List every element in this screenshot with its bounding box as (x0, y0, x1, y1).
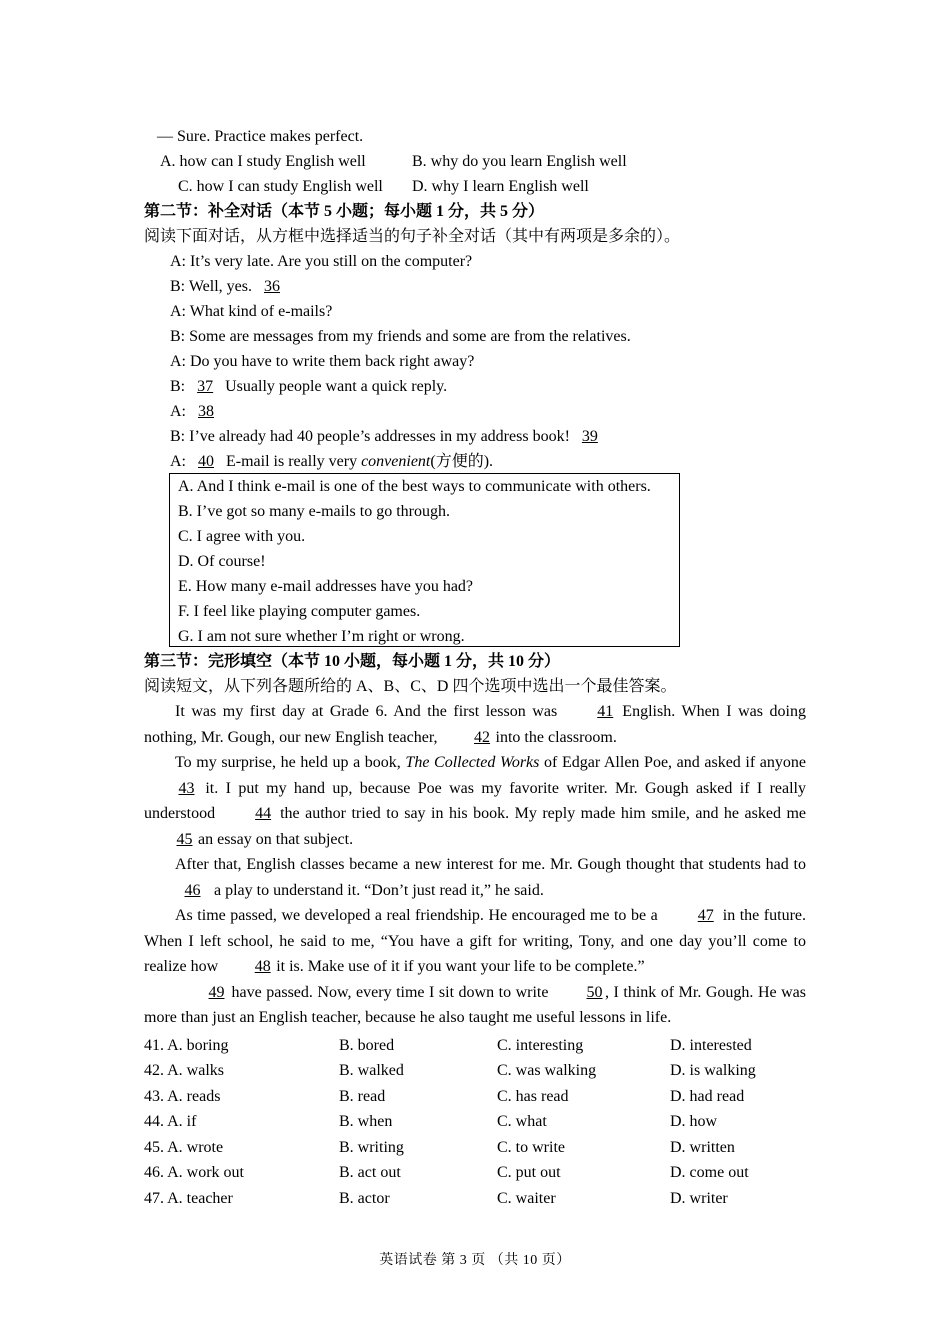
dialog-text: A: (170, 403, 190, 420)
option-b: B. why do you learn English well (412, 153, 627, 170)
blank-42: 42 (474, 728, 491, 746)
options-box (169, 473, 680, 647)
blank-49: 49 (208, 983, 225, 1001)
blank-37: 37 (197, 378, 214, 395)
dialog-line-6 (170, 377, 447, 397)
section2-heading: 第二节：补全对话（本节 5 小题；每小题 1 分，共 5 分） (144, 203, 545, 220)
dialog-line-8 (170, 427, 606, 447)
book-title: The Collected Works (405, 754, 540, 771)
dialog-text: E-mail is really very (222, 453, 362, 470)
section3-heading: 第三节：完形填空（本节 10 小题，每小题 1 分，共 10 分） (144, 653, 561, 670)
dialog-line-2 (170, 277, 288, 297)
dialog-text: B: I’ve already had 40 people’s addresses in my address book! (170, 428, 574, 445)
blank-45: 45 (176, 830, 193, 848)
option-a: A. how can I study English well (160, 153, 366, 170)
dialog-text: (方便的). (430, 453, 494, 470)
blank-47: 47 (697, 907, 714, 924)
box-option-e: E. How many e-mail addresses have you had? (178, 578, 474, 595)
question-45: 45. A. wrote B. writing C. to write D. written (144, 1139, 735, 1156)
box-option-b: B. I’ve got so many e-mails to go through. (178, 503, 450, 520)
blank-46: 46 (184, 881, 201, 899)
question-41: 41. A. boring B. bored C. interesting D. interested (144, 1037, 752, 1054)
paragraph-3: After that, English classes became a new interest for me. Mr. Gough thought that students had to46 a play to understand it. “Don’t just read it,” he said. (144, 852, 806, 903)
dialog-line-7 (170, 402, 222, 422)
question-44: 44. A. if B. when C. what D. how (144, 1113, 718, 1130)
dialog-reply: — Sure. Practice makes perfect. (157, 128, 364, 145)
dialog-text: B: (170, 378, 190, 395)
box-option-c: C. I agree with you. (178, 528, 306, 545)
cloze-passage (144, 699, 806, 1031)
blank-44: 44 (255, 805, 272, 822)
dialog-text: A: (170, 453, 190, 470)
page-footer: 英语试卷 第 3 页 （共 10 页） (379, 1253, 571, 1268)
paragraph-5: 49 have passed. Now, every time I sit down to write 50 , I think of Mr. Gough. He was more than just an English teacher, because he also taught me useful lessons in life. (144, 980, 806, 1031)
question-47: 47. A. teacher B. actor C. waiter D. writer (144, 1190, 728, 1207)
dialog-line-4: B: Some are messages from my friends and some are from the relatives. (170, 328, 631, 345)
question-46: 46. A. work out B. act out C. put out D. come out (144, 1164, 749, 1181)
blank-40: 40 (198, 453, 214, 470)
section3-instructions: 阅读短文，从下列各题所给的 A、B、C、D 四个选项中选出一个最佳答案。 (144, 678, 677, 695)
box-option-g: G. I am not sure whether I’m right or wrong. (178, 628, 465, 645)
option-c: C. how I can study English well (178, 178, 383, 195)
dialog-line-1: A: It’s very late. Are you still on the computer? (170, 253, 473, 270)
blank-43: 43 (178, 779, 195, 797)
dialog-line-5: A: Do you have to write them back right away? (170, 353, 475, 370)
question-42: 42. A. walks B. walked C. was walking D. is walking (144, 1062, 756, 1079)
box-option-d: D. Of course! (178, 553, 266, 570)
italic-word: convenient (361, 453, 431, 470)
dialog-text: Usually people want a quick reply. (221, 378, 448, 395)
blank-41: 41 (597, 703, 614, 720)
paragraph-4: As time passed, we developed a real friendship. He encouraged me to be a 47 in the future. When I left school, he said to me, “You have a gift for writing, Tony, and one day you’ll come to realize how 48 it is. Make use of it if you want your life to be complete.” (144, 903, 806, 980)
dialog-line-9 (170, 452, 493, 472)
option-d: D. why I learn English well (412, 178, 589, 195)
blank-38: 38 (198, 403, 214, 420)
blank-48: 48 (254, 958, 271, 975)
paragraph-1: It was my first day at Grade 6. And the first lesson was 41 English. When I was doing nothing, Mr. Gough, our new English teacher, 42 into the classroom. (144, 699, 806, 750)
question-43: 43. A. reads B. read C. has read D. had read (144, 1088, 745, 1105)
blank-50: 50 (586, 983, 603, 1001)
dialog-line-3: A: What kind of e-mails? (170, 303, 333, 320)
section2-instructions: 阅读下面对话，从方框中选择适当的句子补全对话（其中有两项是多余的）。 (144, 228, 681, 245)
blank-36: 36 (263, 278, 280, 295)
paragraph-2: To my surprise, he held up a book, The Collected Works of Edgar Allen Poe, and asked if anyone 43 it. I put my hand up, because Poe was my favorite writer. Mr. Gough asked if I really understood 44 the author tried to say in his book. My reply made him smile, and he asked me 45 an essay on that subject. (144, 750, 806, 852)
box-option-a: A. And I think e-mail is one of the best ways to communicate with others. (178, 478, 651, 495)
box-option-f: F. I feel like playing computer games. (178, 603, 421, 620)
dialog-text: B: Well, yes. (170, 278, 256, 295)
blank-39: 39 (581, 428, 598, 445)
